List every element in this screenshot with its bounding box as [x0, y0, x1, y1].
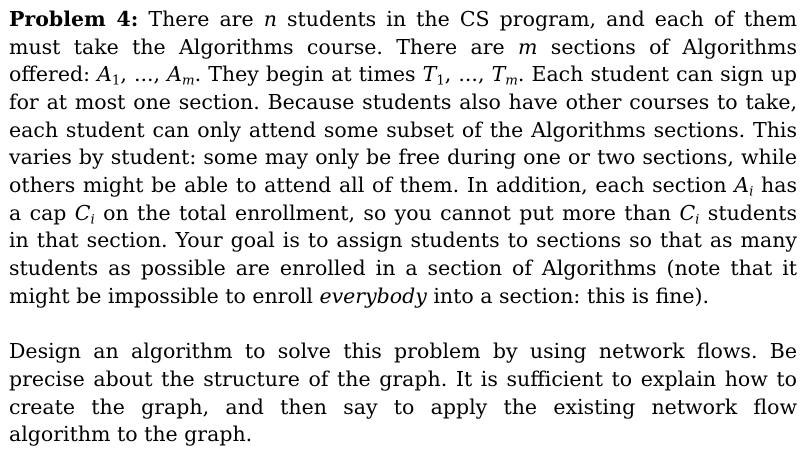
emphasized-word: everybody — [319, 283, 427, 308]
math-t-sequence — [422, 62, 518, 89]
problem-label: Problem 4: — [9, 7, 139, 31]
text-run: . They begin at times — [194, 62, 423, 87]
math-subscript: i — [695, 212, 700, 228]
text-run: There are — [138, 7, 264, 31]
task-paragraph: Design an algorithm to solve this problem by using network flows. Be precise about the structure of the graph. It is sufficient to explain how to create the graph, and then say to apply the existing network flow algorithm to the graph. — [9, 339, 797, 447]
math-symbol: C — [74, 200, 91, 225]
text-run: students in that section. Your goal is to assign students to sections so that as many students as possible are enrolled in a section of Algorithms (note that it might be impossible to enroll — [9, 200, 797, 308]
math-a-sequence — [97, 62, 195, 89]
text-run: . Each student can sign up for at most one section. Because students also have other courses to take, each student can only attend some subset of the Algorithms sections. This varies by student: some may only be free during one or two sections, while others might be able to attend all of them. In addition, each section — [9, 62, 797, 198]
problem-statement-paragraph — [9, 6, 797, 310]
math-symbol: T — [491, 62, 506, 87]
math-symbol: T — [422, 62, 437, 87]
math-subscript: i — [749, 184, 754, 200]
math-symbol: A — [97, 62, 112, 87]
math-separator: , ..., — [444, 62, 492, 87]
math-c-i — [679, 200, 700, 228]
math-symbol: A — [734, 173, 750, 198]
text-run: on the total enrollment, so you cannot put more than — [94, 200, 680, 225]
math-symbol: C — [679, 200, 696, 225]
math-n: n — [263, 7, 277, 31]
text-run: has a cap — [9, 173, 797, 225]
math-subscript: i — [90, 212, 95, 228]
text-run: students in the CS program, and each of them must take the Algorithms course. There are — [9, 7, 797, 59]
math-subscript: m — [505, 73, 518, 89]
math-separator: , ..., — [120, 62, 168, 87]
math-subscript: m — [181, 73, 195, 89]
text-run: sections of Algorithms offered: — [9, 34, 797, 87]
math-subscript: 1 — [436, 73, 445, 89]
math-a-i — [734, 173, 754, 200]
math-m: m — [518, 34, 538, 59]
math-symbol: A — [167, 62, 182, 87]
math-c-i — [74, 200, 95, 228]
math-subscript: 1 — [111, 73, 121, 89]
text-run: into a section: this is fine). — [426, 283, 709, 308]
